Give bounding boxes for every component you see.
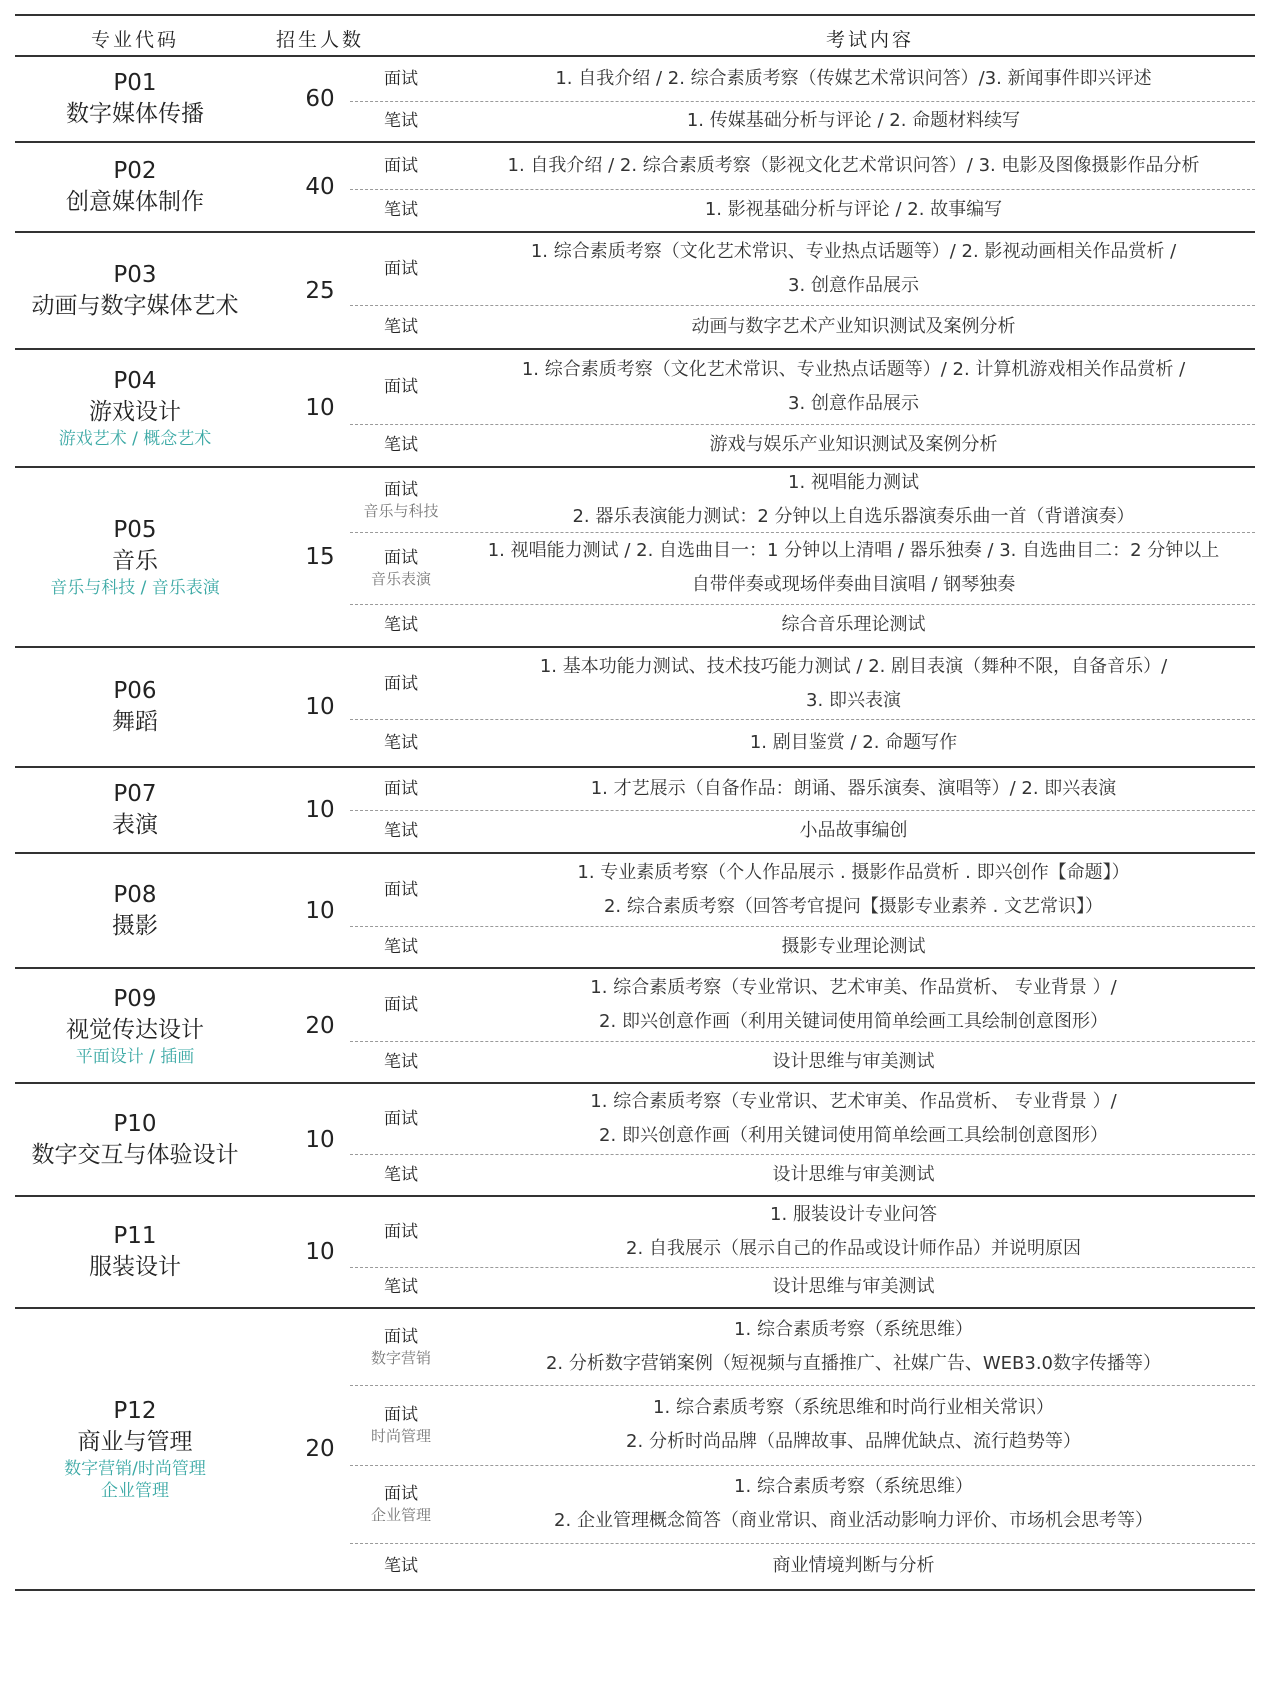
exam-content-line: 3. 即兴表演 [806,689,901,711]
interview-row [350,350,1255,425]
interview-row [350,468,1255,533]
exam-content [452,854,1255,926]
interview-row [350,1084,1255,1155]
interview-row [350,648,1255,720]
interview-row [350,233,1255,306]
major-row-p05 [15,468,1255,648]
exam-type-label: 笔试 [384,111,418,131]
major-track: 数字营销/时尚管理 [64,1459,206,1479]
exam-content [452,1385,1255,1465]
written-test-row [350,719,1255,766]
exam-content-line: 1. 基本功能力测试、技术技巧能力测试 / 2. 剧目表演（舞种不限，自备音乐）/ [539,655,1168,677]
interview-row [350,143,1255,190]
major-label [15,350,255,466]
exam-content [452,926,1255,967]
exam-content-line: 2. 分析数字营销案例（短视频与直播推广、社媒广告、WEB3.0数字传播等） [545,1353,1162,1374]
exam-content-line: 综合音乐理论测试 [781,614,926,635]
major-row-p01 [15,57,1255,143]
exam-type-label: 笔试 [384,200,418,220]
major-name: 视觉传达设计 [66,1016,204,1043]
exam-content-line: 设计思维与审美测试 [772,1276,935,1297]
exam-type-label: 笔试 [384,435,418,455]
exam-content-line: 1. 综合素质考察（系统思维） [734,1476,973,1497]
major-code: P10 [113,1110,157,1137]
exam-type [350,969,452,1041]
exam-type [350,810,452,852]
exam-type-label: 笔试 [384,1277,418,1297]
major-row-p10 [15,1084,1255,1197]
major-name: 服装设计 [89,1254,181,1280]
interview-row [350,1309,1255,1386]
major-code: P07 [113,781,157,807]
exam-content-line: 商业情境判断与分析 [772,1555,935,1576]
major-label [15,1197,255,1307]
exam-content-line: 1. 传媒基础分析与评论 / 2. 命题材料续写 [686,110,1021,131]
majors-body [15,57,1255,1591]
exam-content-line: 自带伴奏或现场伴奏曲目演唱 / 钢琴独奏 [691,574,1016,595]
interview-row [350,1197,1255,1268]
exam-type-label: 面试 [384,1327,418,1347]
written-test-row [350,305,1255,348]
major-code: P02 [113,158,157,184]
major-code: P06 [113,678,157,704]
exam-type-label: 面试 [384,995,418,1015]
exam-content-line: 1. 专业素质考察（个人作品展示 . 摄影作品赏析 . 即兴创作【命题】） [577,862,1130,883]
major-name: 动画与数字媒体艺术 [31,292,239,319]
exam-content [452,719,1255,766]
exam-content-line: 2. 器乐表演能力测试：2 分钟以上自选乐器演奏乐曲一首（背谱演奏） [572,506,1135,527]
exam-type-label: 笔试 [384,821,418,841]
exam-content [452,101,1255,141]
exam-content-line: 设计思维与审美测试 [772,1163,935,1185]
exam-content [452,1154,1255,1195]
exam-type-label: 笔试 [384,1164,418,1185]
major-label [15,468,255,646]
written-test-row [350,1154,1255,1195]
exam-rows [350,768,1255,852]
exam-content-line: 小品故事编创 [799,820,908,841]
exam-type-label: 面试 [384,1222,418,1242]
exam-content [452,1309,1255,1385]
exam-type [350,305,452,348]
major-name: 摄影 [112,912,158,939]
major-row-p02 [15,143,1255,233]
exam-type-label: 面试 [384,69,418,89]
exam-content-line: 1. 综合素质考察（文化艺术常识、专业热点话题等）/ 2. 影视动画相关作品赏析 / [530,241,1177,262]
major-row-p04 [15,350,1255,468]
exam-rows [350,468,1255,646]
written-test-row [350,189,1255,231]
major-row-p12 [15,1309,1255,1591]
exam-type-label: 面试 [384,1405,418,1425]
exam-type [350,1267,452,1307]
exam-content [452,969,1255,1041]
exam-type [350,1543,452,1589]
exam-type-label: 面试 [384,480,418,500]
exam-type [350,1154,452,1195]
exam-content-line: 设计思维与审美测试 [772,1050,935,1072]
exam-type [350,468,452,532]
major-name: 数字交互与体验设计 [31,1141,239,1168]
exam-type [350,648,452,719]
exam-content-line: 1. 自我介绍 / 2. 综合素质考察（影视文化艺术常识问答）/ 3. 电影及图像摄影作品分析 [507,155,1200,176]
exam-type [350,1197,452,1267]
major-row-p08 [15,854,1255,969]
written-test-row [350,810,1255,852]
exam-content [452,143,1255,189]
major-name: 游戏设计 [89,399,181,425]
exam-type [350,424,452,466]
exam-content [452,233,1255,305]
major-name: 表演 [112,812,158,838]
exam-content [452,1197,1255,1267]
exam-type-label: 笔试 [384,1556,418,1576]
exam-content [452,1543,1255,1589]
exam-type [350,719,452,766]
exam-type [350,1385,452,1465]
exam-content-line: 1. 影视基础分析与评论 / 2. 故事编写 [704,199,1003,220]
interview-row [350,1465,1255,1544]
exam-rows [350,350,1255,466]
exam-content [452,1465,1255,1543]
major-row-p03 [15,233,1255,350]
exam-content-line: 3. 创意作品展示 [788,393,919,414]
major-label [15,233,255,348]
header-count: 招生人数 [275,29,364,51]
major-code: P03 [113,261,157,288]
exam-track-label: 数字营销 [370,1349,431,1367]
exam-content-line: 2. 综合素质考察（回答考官提问【摄影专业素养 . 文艺常识】） [603,896,1104,917]
written-test-row [350,926,1255,967]
enrollment-count: 60 [305,86,335,112]
major-name: 创意媒体制作 [66,189,204,215]
interview-row [350,854,1255,927]
major-code: P11 [113,1223,157,1249]
enrollment-count: 10 [305,694,335,720]
major-label [15,1084,255,1195]
major-label [15,1309,255,1589]
enrollment-count: 10 [305,1126,335,1153]
exam-rows [350,233,1255,348]
exam-type-label: 面试 [384,1484,418,1504]
exam-content [452,604,1255,646]
exam-type-label: 面试 [384,779,418,799]
exam-table [15,14,1255,1591]
enrollment-count: 40 [305,174,335,200]
exam-type [350,532,452,604]
exam-track-label: 音乐与科技 [363,502,439,520]
exam-type-label: 笔试 [384,732,418,753]
exam-type [350,101,452,141]
exam-content [452,424,1255,466]
written-test-row [350,101,1255,141]
exam-track-label: 企业管理 [370,1506,431,1524]
exam-content [452,350,1255,424]
exam-content-line: 3. 创意作品展示 [788,275,919,296]
major-code: P04 [113,368,157,394]
exam-type [350,926,452,967]
written-test-row [350,1041,1255,1082]
major-label [15,969,255,1082]
exam-type-label: 面试 [384,377,418,397]
exam-rows [350,648,1255,766]
exam-rows [350,1197,1255,1307]
major-name: 数字媒体传播 [66,101,204,127]
exam-type-label: 面试 [384,673,418,694]
enrollment-count: 10 [305,797,335,823]
major-track: 音乐与科技 / 音乐表演 [50,578,220,598]
header-content: 考试内容 [825,29,914,51]
exam-rows [350,1084,1255,1195]
exam-type-label: 面试 [384,156,418,176]
major-row-p11 [15,1197,1255,1309]
exam-content [452,1041,1255,1082]
exam-content-line: 1. 综合素质考察（系统思维） [734,1319,973,1340]
enrollment-count: 10 [305,1239,335,1265]
exam-rows [350,854,1255,967]
table-header [15,14,1255,57]
exam-rows [350,1309,1255,1589]
major-track: 平面设计 / 插画 [75,1046,195,1067]
major-code: P09 [113,985,157,1012]
major-label [15,143,255,231]
exam-content-line: 2. 企业管理概念简答（商业常识、商业活动影响力评价、市场机会思考等） [554,1510,1153,1531]
interview-row [350,57,1255,102]
major-label [15,648,255,766]
exam-type-label: 面试 [384,1109,418,1129]
header-code: 专业代码 [90,29,179,51]
exam-type [350,1084,452,1154]
major-row-p07 [15,768,1255,854]
exam-content-line: 2. 即兴创意作画（利用关键词使用简单绘画工具绘制创意图形） [599,1011,1108,1032]
exam-type [350,768,452,810]
exam-type [350,350,452,424]
exam-content-line: 1. 自我介绍 / 2. 综合素质考察（传媒艺术常识问答）/3. 新闻事件即兴评述 [555,68,1152,89]
major-name: 舞蹈 [112,709,158,735]
exam-rows [350,143,1255,231]
interview-row [350,532,1255,605]
exam-type [350,143,452,189]
exam-type-label: 笔试 [384,316,418,337]
exam-content-line: 2. 自我展示（展示自己的作品或设计师作品）并说明原因 [626,1238,1081,1259]
major-name: 音乐 [112,548,158,574]
exam-type [350,1465,452,1543]
exam-rows [350,969,1255,1082]
exam-type [350,233,452,305]
exam-content-line: 1. 服装设计专业问答 [770,1204,937,1225]
exam-content [452,189,1255,231]
exam-content [452,468,1255,532]
exam-content-line: 1. 视唱能力测试 / 2. 自选曲目一：1 分钟以上清唱 / 器乐独奏 / 3. 自选曲目二：2 分钟以上 [487,540,1220,561]
exam-content [452,1084,1255,1154]
major-label [15,57,255,141]
exam-type [350,57,452,101]
written-test-row [350,424,1255,466]
interview-row [350,969,1255,1042]
exam-type-label: 面试 [384,880,418,900]
exam-content-line: 动画与数字艺术产业知识测试及案例分析 [691,315,1016,337]
exam-content-line: 2. 即兴创意作画（利用关键词使用简单绘画工具绘制创意图形） [599,1125,1108,1146]
exam-content [452,532,1255,604]
exam-type-label: 面试 [384,259,418,279]
written-test-row [350,1267,1255,1307]
major-track: 游戏艺术 / 概念艺术 [58,429,212,449]
enrollment-count: 10 [305,897,335,924]
exam-content-line: 1. 综合素质考察（专业常识、艺术审美、作品赏析、 专业背景 ）/ [590,977,1117,998]
major-code: P01 [113,70,157,96]
major-code: P08 [113,881,157,908]
exam-track-label: 时尚管理 [370,1427,431,1445]
enrollment-count: 25 [305,277,335,304]
exam-content-line: 1. 综合素质考察（文化艺术常识、专业热点话题等）/ 2. 计算机游戏相关作品赏析 / [521,359,1186,380]
exam-content-line: 1. 视唱能力测试 [788,472,919,493]
exam-type [350,604,452,646]
exam-content-line: 1. 综合素质考察（专业常识、艺术审美、作品赏析、 专业背景 ）/ [590,1091,1117,1112]
major-label [15,768,255,852]
written-test-row [350,604,1255,646]
exam-content [452,648,1255,719]
exam-track-label: 音乐表演 [370,570,431,588]
major-name: 商业与管理 [77,1429,193,1455]
enrollment-count: 20 [305,1012,335,1039]
enrollment-count: 20 [305,1436,335,1462]
exam-content-line: 1. 才艺展示（自备作品：朗诵、器乐演奏、演唱等）/ 2. 即兴表演 [590,778,1117,799]
exam-content-line: 1. 剧目鉴赏 / 2. 命题写作 [749,731,958,753]
exam-content-line: 游戏与娱乐产业知识测试及案例分析 [709,434,998,455]
exam-type [350,189,452,231]
exam-content-line: 摄影专业理论测试 [781,935,926,957]
major-label [15,854,255,967]
exam-content [452,57,1255,101]
exam-type [350,1041,452,1082]
enrollment-count: 15 [305,544,335,570]
exam-rows [350,57,1255,141]
exam-type-label: 笔试 [384,1051,418,1072]
major-code: P05 [113,517,157,543]
enrollment-count: 10 [305,395,335,421]
exam-type-label: 面试 [384,548,418,568]
exam-content-line: 2. 分析时尚品牌（品牌故事、品牌优缺点、流行趋势等） [626,1431,1081,1452]
exam-content [452,305,1255,348]
exam-content [452,810,1255,852]
major-track: 企业管理 [101,1481,169,1501]
exam-type [350,1309,452,1385]
written-test-row [350,1543,1255,1589]
exam-type-label: 笔试 [384,936,418,957]
major-row-p09 [15,969,1255,1084]
exam-content-line: 1. 综合素质考察（系统思维和时尚行业相关常识） [653,1397,1054,1418]
exam-content [452,768,1255,810]
interview-row [350,768,1255,811]
interview-row [350,1385,1255,1466]
exam-type-label: 笔试 [384,615,418,635]
exam-type [350,854,452,926]
exam-content [452,1267,1255,1307]
major-code: P12 [113,1398,157,1424]
major-row-p06 [15,648,1255,768]
